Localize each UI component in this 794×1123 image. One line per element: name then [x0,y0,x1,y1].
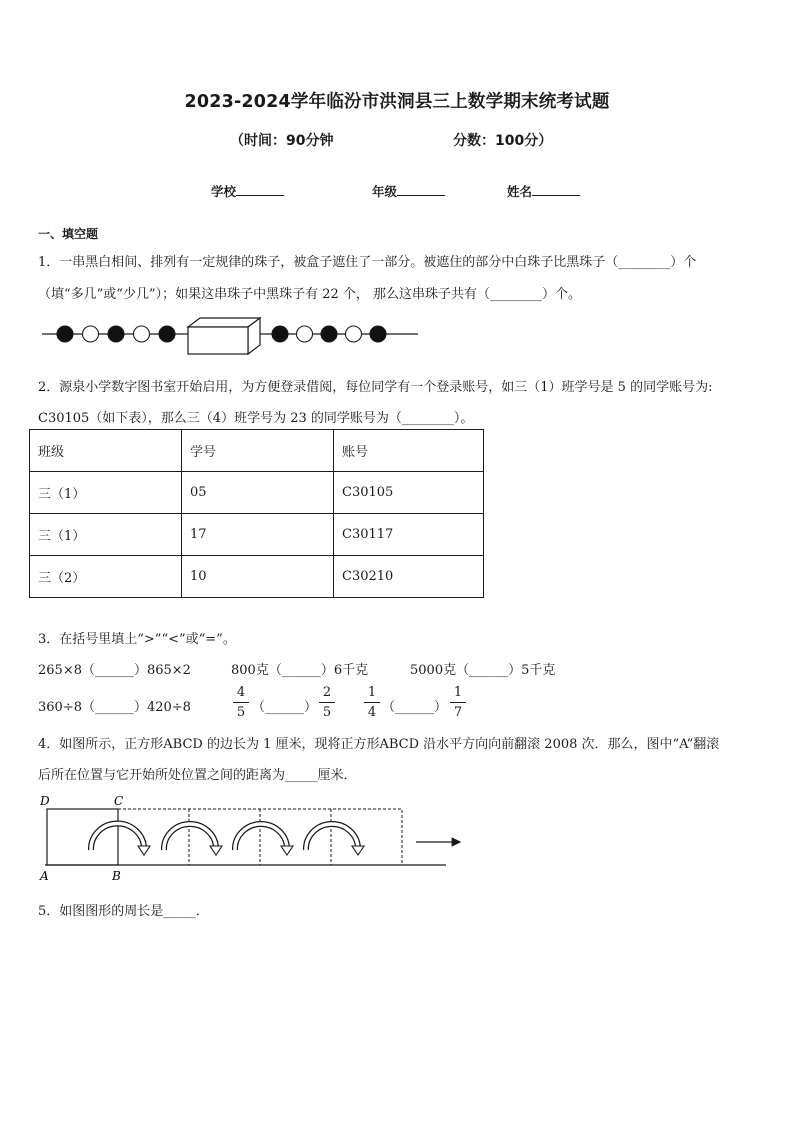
vertex-label-a: A [40,869,49,883]
roll-arrow-icon [164,824,216,850]
box-icon [188,318,260,354]
exam-time: （时间：90分钟 [230,133,334,149]
school-blank [236,183,284,196]
table-header-cell: 班级 [30,430,182,472]
page-title: 2023-2024学年临汾市洪洞县三上数学期末统考试题 [184,92,610,112]
vertex-label-d: D [40,794,50,808]
white-bead [134,326,150,342]
roll-arrow-icon [235,824,287,850]
q2-line1: 2．源泉小学数字图书室开始启用，为方便登录借阅，每位同学有一个登录账号，如三（1）班学号是 5 的同学账号为: [38,380,713,395]
table-header-cell: 学号 [182,430,334,472]
school-label: 学校 [211,184,237,199]
q1-line1: 1．一串黑白相间、排列有一定规律的珠子，被盒子遮住了一部分。被遮住的部分中白珠子比黑珠子（________）个 [38,255,697,270]
q2-line2: C30105（如下表），那么三（4）班学号为 23 的同学账号为（________）。 [38,411,474,426]
fraction-numerator: 2 [319,686,335,703]
q3-compare-1: 265×8（______）865×2 [38,663,191,678]
name-blank [532,183,580,196]
fraction-denominator: 5 [236,705,246,720]
table-cell: 三（1） [30,514,182,556]
exam-score: 分数：100分） [453,133,553,149]
table-cell: C30210 [334,556,484,598]
grade-blank [397,183,445,196]
fraction-numerator: 4 [233,686,249,703]
square-abcd [47,809,118,865]
table-header-cell: 账号 [334,430,484,472]
white-bead [346,326,362,342]
rolling-square-figure [36,792,466,884]
section-heading: 一、填空题 [38,227,99,241]
account-table [29,429,484,598]
arrow-heads [138,846,364,855]
q3-compare-3: 5000克（______）5千克 [410,663,556,678]
dashed-squares [118,809,402,865]
black-bead [321,326,337,342]
table-cell: C30117 [334,514,484,556]
q3-compare-4: 360÷8（______）420÷8 [38,700,191,715]
table-cell: 05 [182,472,334,514]
q3-intro: 3．在括号里填上“>”“<”或“=”。 [38,632,236,647]
q1-line2: （填“多几”或“少几”）；如果这串珠子中黑珠子有 22 个， 那么这串珠子共有（________）个。 [38,287,582,302]
black-bead [108,326,124,342]
roll-arrow-icon [306,824,358,850]
table-row [30,556,484,598]
grade-label: 年级 [372,184,398,199]
q3-compare-2: 800克（______）6千克 [231,663,369,678]
fraction-denominator: 4 [367,705,377,720]
fraction-denominator: 5 [322,705,332,720]
vertex-label-b: B [112,869,121,883]
table-header-row [30,430,484,472]
white-bead [83,326,99,342]
q4-line2: 后所在位置与它开始所处位置之间的距离为_____厘米． [38,768,357,783]
bead-string-figure [38,312,428,356]
fraction-denominator: 7 [453,705,463,720]
name-field [507,182,580,200]
black-bead [159,326,175,342]
table-row [30,514,484,556]
fraction-2-5 [319,686,335,719]
table-cell: 三（2） [30,556,182,598]
q3-compare-6-paren: （______） [382,700,448,715]
black-bead [57,326,73,342]
grade-field [372,182,445,200]
fraction-numerator: 1 [364,686,380,703]
white-bead [297,326,313,342]
name-label: 姓名 [507,184,533,199]
black-bead [370,326,386,342]
table-cell: 17 [182,514,334,556]
q3-compare-5-paren: （______） [252,700,318,715]
q4-line1: 4．如图所示，正方形ABCD 的边长为 1 厘米，现将正方形ABCD 沿水平方向向前翻滚 2008 次．那么，图中“A”翻滚 [38,737,720,752]
table-cell: 10 [182,556,334,598]
school-field [211,182,284,200]
black-bead [272,326,288,342]
q5-text: 5．如图图形的周长是_____． [38,904,209,919]
vertex-label-c: C [114,794,124,808]
fraction-4-5 [233,686,249,719]
fraction-1-7 [450,686,466,719]
table-row [30,472,484,514]
fraction-numerator: 1 [450,686,466,703]
fraction-1-4 [364,686,380,719]
table-cell: C30105 [334,472,484,514]
table-cell: 三（1） [30,472,182,514]
